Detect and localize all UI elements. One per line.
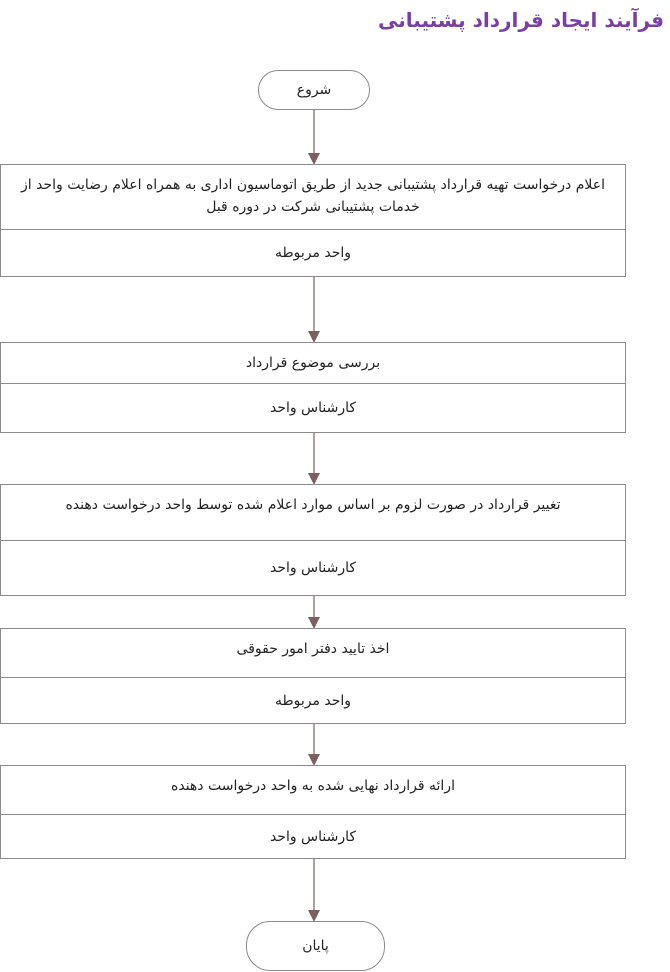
step-5-action	[1, 766, 625, 814]
step-1-responsible-text: واحد مربوطه	[274, 245, 352, 261]
step-5-responsible-text: کارشناس واحد	[269, 828, 357, 845]
page-title: فرآیند ایجاد قرارداد پشتیبانی	[378, 8, 664, 32]
step-3-responsible-text: کارشناس واحد	[269, 560, 357, 576]
step-5-action-text: ارائه قرارداد نهایی شده به واحد درخواست دهنده	[171, 778, 455, 794]
step-4-responsible-text: واحد مربوطه	[274, 692, 352, 709]
process-step-5	[0, 765, 626, 859]
process-step-2	[0, 342, 626, 433]
step-2-responsible	[1, 383, 625, 432]
start-terminal	[258, 70, 370, 110]
step-4-action	[1, 629, 625, 677]
step-2-responsible-text: کارشناس واحد	[269, 400, 357, 416]
process-step-4	[0, 628, 626, 724]
end-terminal	[246, 921, 385, 971]
step-2-action-text: بررسی موضوع قرارداد	[245, 355, 381, 371]
start-label: شروع	[296, 82, 332, 98]
process-step-3	[0, 484, 626, 596]
step-2-action	[1, 343, 625, 383]
step-3-responsible	[1, 540, 625, 595]
step-1-responsible	[1, 229, 625, 276]
step-1-action	[1, 165, 625, 229]
step-1-action-text: اعلام درخواست تهیه قرارداد پشتیبانی جدید از طریق اتوماسیون اداری به همراه اعلام رضایت واحد از خدمات پشتیبانی شرکت در دوره قبل	[21, 177, 605, 215]
step-3-action-text: تغییر قرارداد در صورت لزوم بر اساس موارد اعلام شده توسط واحد درخواست دهنده	[65, 497, 561, 513]
step-4-responsible	[1, 677, 625, 723]
end-label: پایان	[302, 938, 329, 954]
process-step-1	[0, 164, 626, 277]
step-4-action-text: اخذ تایید دفتر امور حقوقی	[236, 641, 390, 657]
step-3-action	[1, 485, 625, 540]
step-5-responsible	[1, 814, 625, 858]
